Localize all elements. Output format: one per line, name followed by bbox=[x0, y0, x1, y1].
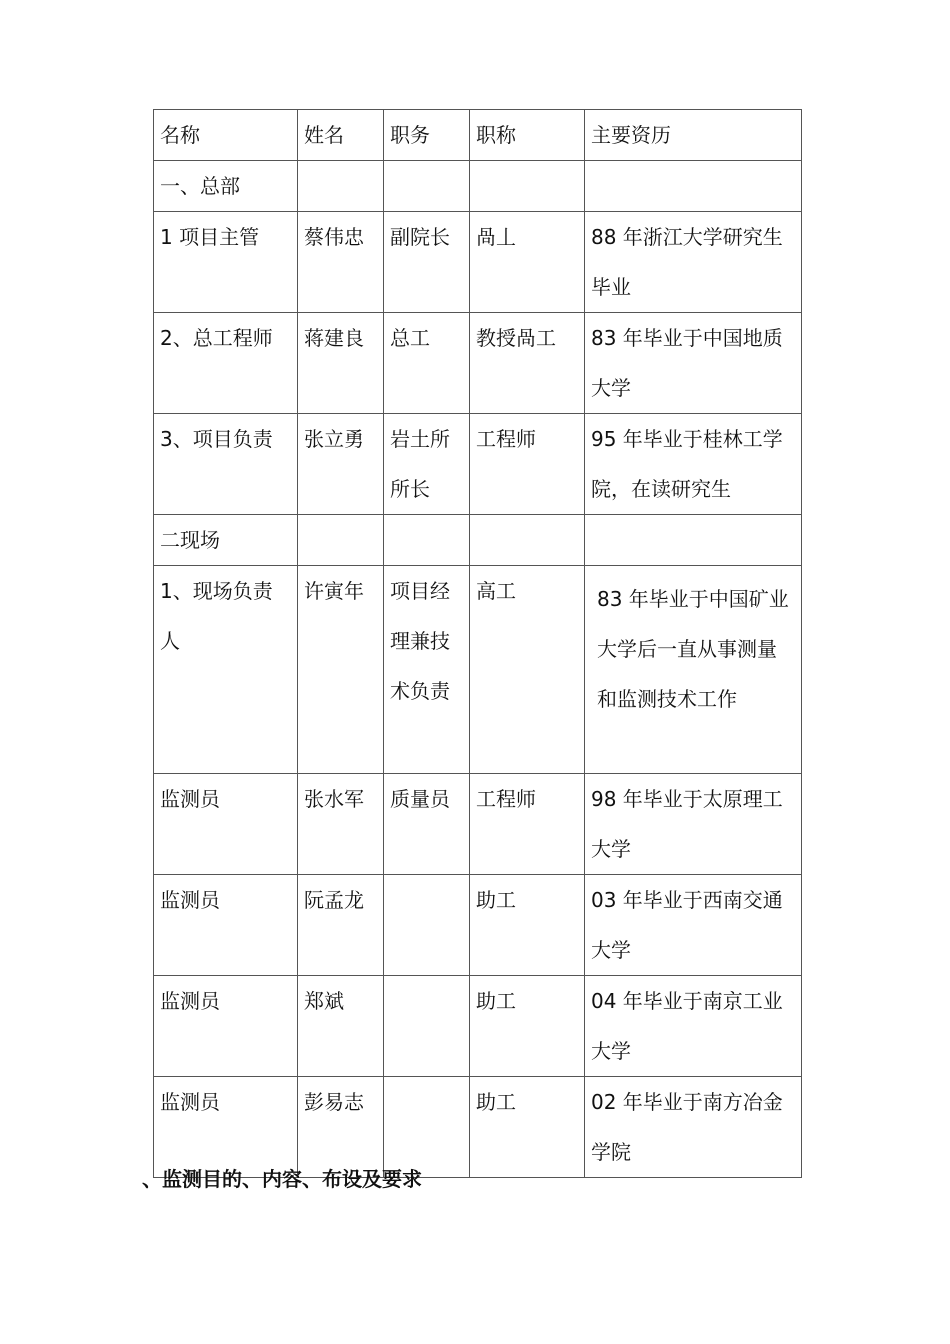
cell-person bbox=[298, 161, 384, 212]
cell-qualification: 98 年毕业于太原理工大学 bbox=[585, 774, 802, 875]
staff-table bbox=[153, 109, 802, 1178]
table-row bbox=[154, 976, 802, 1077]
cell-title: 工程师 bbox=[470, 774, 585, 875]
table-header-row bbox=[154, 110, 802, 161]
cell-title: 助工 bbox=[470, 976, 585, 1077]
cell-person: 郑斌 bbox=[298, 976, 384, 1077]
table-row bbox=[154, 875, 802, 976]
cell-position: 质量员 bbox=[384, 774, 470, 875]
cell-role: 1 项目主管 bbox=[154, 212, 298, 313]
table-row bbox=[154, 515, 802, 566]
table-row bbox=[154, 774, 802, 875]
cell-person bbox=[298, 515, 384, 566]
cell-title: 助工 bbox=[470, 1077, 585, 1178]
table-row bbox=[154, 414, 802, 515]
cell-title: 助工 bbox=[470, 875, 585, 976]
cell-position bbox=[384, 515, 470, 566]
header-cell-person: 姓名 bbox=[298, 110, 384, 161]
cell-position bbox=[384, 875, 470, 976]
table-row bbox=[154, 313, 802, 414]
cell-qualification: 04 年毕业于南京工业大学 bbox=[585, 976, 802, 1077]
cell-qualification: 02 年毕业于南方冶金学院 bbox=[585, 1077, 802, 1178]
header-cell-title: 职称 bbox=[470, 110, 585, 161]
table-row bbox=[154, 1077, 802, 1178]
cell-person: 张立勇 bbox=[298, 414, 384, 515]
header-cell-position: 职务 bbox=[384, 110, 470, 161]
cell-role: 监测员 bbox=[154, 774, 298, 875]
section-heading: 、监测目的、内容、布设及要求 bbox=[142, 1167, 422, 1191]
cell-role: 监测员 bbox=[154, 976, 298, 1077]
cell-person: 阮孟龙 bbox=[298, 875, 384, 976]
cell-role: 一、总部 bbox=[154, 161, 298, 212]
cell-title: 高工 bbox=[470, 566, 585, 774]
cell-position: 总工 bbox=[384, 313, 470, 414]
cell-person: 蒋建良 bbox=[298, 313, 384, 414]
cell-person: 蔡伟忠 bbox=[298, 212, 384, 313]
cell-person: 许寅年 bbox=[298, 566, 384, 774]
cell-position: 项目经理兼技术负责 bbox=[384, 566, 470, 774]
cell-qualification: 83 年毕业于中国地质大学 bbox=[585, 313, 802, 414]
cell-position: 副院长 bbox=[384, 212, 470, 313]
cell-qualification bbox=[585, 161, 802, 212]
cell-person: 彭易志 bbox=[298, 1077, 384, 1178]
cell-title bbox=[470, 161, 585, 212]
cell-title: 教授咼工 bbox=[470, 313, 585, 414]
cell-title: 工程师 bbox=[470, 414, 585, 515]
cell-role: 监测员 bbox=[154, 1077, 298, 1178]
cell-position bbox=[384, 1077, 470, 1178]
cell-title bbox=[470, 515, 585, 566]
cell-person: 张水军 bbox=[298, 774, 384, 875]
cell-position bbox=[384, 976, 470, 1077]
header-cell-qualification: 主要资历 bbox=[585, 110, 802, 161]
cell-qualification: 88 年浙江大学研究生毕业 bbox=[585, 212, 802, 313]
cell-qualification: 95 年毕业于桂林工学院，在读研究生 bbox=[585, 414, 802, 515]
cell-role: 监测员 bbox=[154, 875, 298, 976]
cell-qualification: 03 年毕业于西南交通大学 bbox=[585, 875, 802, 976]
cell-qualification bbox=[585, 515, 802, 566]
table-row bbox=[154, 212, 802, 313]
header-cell-name-title: 名称 bbox=[154, 110, 298, 161]
cell-position: 岩土所所长 bbox=[384, 414, 470, 515]
cell-title: 咼丄 bbox=[470, 212, 585, 313]
cell-role: 2、总工程师 bbox=[154, 313, 298, 414]
cell-position bbox=[384, 161, 470, 212]
table-row bbox=[154, 566, 802, 774]
cell-role: 1、现场负责人 bbox=[154, 566, 298, 774]
table-row bbox=[154, 161, 802, 212]
cell-role: 3、项目负责 bbox=[154, 414, 298, 515]
cell-qualification: 83 年毕业于中国矿业大学后一直从事测量和监测技术工作 bbox=[585, 566, 802, 774]
cell-role: 二现场 bbox=[154, 515, 298, 566]
